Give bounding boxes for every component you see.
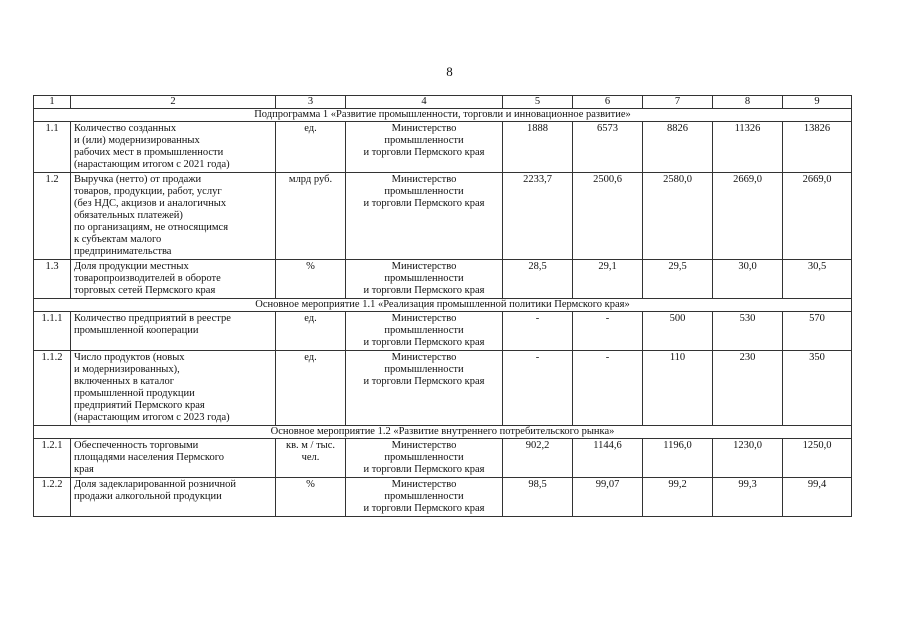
- indicator-name: [71, 478, 276, 517]
- indicator-name: [71, 351, 276, 426]
- responsible-cell: [346, 351, 503, 426]
- value-cell: -: [503, 351, 573, 426]
- page-number: 8: [446, 64, 453, 79]
- table-row: [34, 260, 852, 299]
- text-line: предприятий Пермского края: [74, 400, 205, 411]
- value-cell: 99,07: [573, 478, 643, 517]
- text-line: продажи алкогольной продукции: [74, 491, 222, 502]
- text-line: промышленной продукции: [74, 388, 195, 399]
- value-cell: 530: [713, 312, 783, 351]
- text-line: товаропроизводителей в обороте: [74, 273, 221, 284]
- section-row: [34, 109, 852, 122]
- text-line: ед.: [304, 123, 317, 134]
- text-line: промышленности: [384, 325, 464, 336]
- section-title: Подпрограмма 1 «Развитие промышленности, торговли и инновационное развитие»: [34, 109, 852, 122]
- text-line: чел.: [301, 452, 320, 463]
- text-line: Обеспеченность торговыми: [74, 440, 199, 451]
- table-row: [34, 439, 852, 478]
- value-cell: 99,2: [643, 478, 713, 517]
- value-cell: 30,5: [783, 260, 852, 299]
- value-cell: 1888: [503, 122, 573, 173]
- text-line: промышленности: [384, 186, 464, 197]
- indicator-name: [71, 122, 276, 173]
- table-row: [34, 173, 852, 260]
- text-line: (нарастающим итогом с 2021 года): [74, 159, 230, 170]
- text-line: и торговли Пермского края: [363, 285, 485, 296]
- value-cell: -: [573, 312, 643, 351]
- text-line: и торговли Пермского края: [363, 503, 485, 514]
- text-line: Министерство: [391, 479, 457, 490]
- unit-cell: [276, 260, 346, 299]
- row-number: 1.2.1: [34, 439, 71, 478]
- value-cell: 8826: [643, 122, 713, 173]
- unit-cell: [276, 173, 346, 260]
- table-row: [34, 478, 852, 517]
- value-cell: 6573: [573, 122, 643, 173]
- section-row: [34, 426, 852, 439]
- text-line: Доля продукции местных: [74, 261, 189, 272]
- value-cell: 11326: [713, 122, 783, 173]
- section-row: [34, 299, 852, 312]
- row-number: 1.1.2: [34, 351, 71, 426]
- text-line: предпринимательства: [74, 246, 172, 257]
- unit-cell: [276, 312, 346, 351]
- value-cell: 2500,6: [573, 173, 643, 260]
- text-line: по организациям, не относящимся: [74, 222, 229, 233]
- indicator-name: [71, 173, 276, 260]
- value-cell: 99,3: [713, 478, 783, 517]
- text-line: края: [74, 464, 94, 475]
- text-line: и торговли Пермского края: [363, 337, 485, 348]
- value-cell: 902,2: [503, 439, 573, 478]
- header-cell: 8: [713, 96, 783, 109]
- value-cell: 1230,0: [713, 439, 783, 478]
- text-line: торговых сетей Пермского края: [74, 285, 216, 296]
- value-cell: 570: [783, 312, 852, 351]
- value-cell: -: [573, 351, 643, 426]
- text-line: Министерство: [391, 261, 457, 272]
- header-cell: 1: [34, 96, 71, 109]
- text-line: ед.: [304, 352, 317, 363]
- value-cell: 1196,0: [643, 439, 713, 478]
- text-line: Министерство: [391, 352, 457, 363]
- text-line: обязательных платежей): [74, 210, 183, 221]
- header-cell: 5: [503, 96, 573, 109]
- section-title: Основное мероприятие 1.2 «Развитие внутреннего потребительского рынка»: [34, 426, 852, 439]
- text-line: промышленности: [384, 364, 464, 375]
- indicator-name: [71, 439, 276, 478]
- value-cell: -: [503, 312, 573, 351]
- row-number: 1.3: [34, 260, 71, 299]
- table-row: [34, 122, 852, 173]
- text-line: Министерство: [391, 440, 457, 451]
- row-number: 1.1.1: [34, 312, 71, 351]
- text-line: промышленности: [384, 135, 464, 146]
- text-line: рабочих мест в промышленности: [74, 147, 224, 158]
- value-cell: 29,1: [573, 260, 643, 299]
- text-line: %: [306, 261, 315, 272]
- value-cell: 230: [713, 351, 783, 426]
- value-cell: 2233,7: [503, 173, 573, 260]
- text-line: %: [306, 479, 315, 490]
- header-cell: 9: [783, 96, 852, 109]
- value-cell: 99,4: [783, 478, 852, 517]
- value-cell: 98,5: [503, 478, 573, 517]
- value-cell: 29,5: [643, 260, 713, 299]
- text-line: промышленности: [384, 452, 464, 463]
- text-line: Количество предприятий в реестре: [74, 313, 231, 324]
- header-cell: 4: [346, 96, 503, 109]
- text-line: (нарастающим итогом с 2023 года): [74, 412, 230, 423]
- header-cell: 3: [276, 96, 346, 109]
- responsible-cell: [346, 478, 503, 517]
- text-line: и торговли Пермского края: [363, 147, 485, 158]
- indicator-name: [71, 260, 276, 299]
- indicators-table: [33, 95, 852, 517]
- text-line: и торговли Пермского края: [363, 376, 485, 387]
- text-line: Министерство: [391, 313, 457, 324]
- table-row: [34, 312, 852, 351]
- text-line: Министерство: [391, 123, 457, 134]
- responsible-cell: [346, 312, 503, 351]
- row-number: 1.2.2: [34, 478, 71, 517]
- text-line: и (или) модернизированных: [74, 135, 200, 146]
- text-line: промышленности: [384, 273, 464, 284]
- header-cell: 6: [573, 96, 643, 109]
- value-cell: 500: [643, 312, 713, 351]
- text-line: ед.: [304, 313, 317, 324]
- text-line: Количество созданных: [74, 123, 177, 134]
- text-line: Доля задекларированной розничной: [74, 479, 237, 490]
- value-cell: 1250,0: [783, 439, 852, 478]
- text-line: к субъектам малого: [74, 234, 162, 245]
- text-line: и торговли Пермского края: [363, 464, 485, 475]
- responsible-cell: [346, 439, 503, 478]
- text-line: млрд руб.: [288, 174, 333, 185]
- unit-cell: [276, 439, 346, 478]
- text-line: Выручка (нетто) от продажи: [74, 174, 202, 185]
- text-line: Министерство: [391, 174, 457, 185]
- value-cell: 2669,0: [783, 173, 852, 260]
- indicator-name: [71, 312, 276, 351]
- header-row: [34, 96, 852, 109]
- text-line: промышленности: [384, 491, 464, 502]
- responsible-cell: [346, 260, 503, 299]
- value-cell: 28,5: [503, 260, 573, 299]
- text-line: промышленной кооперации: [74, 325, 199, 336]
- text-line: площадями населения Пермского: [74, 452, 224, 463]
- text-line: товаров, продукции, работ, услуг: [74, 186, 222, 197]
- table-row: [34, 351, 852, 426]
- text-line: Число продуктов (новых: [74, 352, 185, 363]
- header-cell: 2: [71, 96, 276, 109]
- row-number: 1.1: [34, 122, 71, 173]
- unit-cell: [276, 351, 346, 426]
- value-cell: 110: [643, 351, 713, 426]
- text-line: и торговли Пермского края: [363, 198, 485, 209]
- text-line: включенных в каталог: [74, 376, 175, 387]
- section-title: Основное мероприятие 1.1 «Реализация промышленной политики Пермского края»: [34, 299, 852, 312]
- value-cell: 2580,0: [643, 173, 713, 260]
- unit-cell: [276, 122, 346, 173]
- text-line: и модернизированных),: [74, 364, 180, 375]
- row-number: 1.2: [34, 173, 71, 260]
- text-line: (без НДС, акцизов и аналогичных: [74, 198, 227, 209]
- value-cell: 2669,0: [713, 173, 783, 260]
- value-cell: 1144,6: [573, 439, 643, 478]
- value-cell: 350: [783, 351, 852, 426]
- header-cell: 7: [643, 96, 713, 109]
- responsible-cell: [346, 122, 503, 173]
- text-line: кв. м / тыс.: [285, 440, 336, 451]
- value-cell: 13826: [783, 122, 852, 173]
- responsible-cell: [346, 173, 503, 260]
- unit-cell: [276, 478, 346, 517]
- value-cell: 30,0: [713, 260, 783, 299]
